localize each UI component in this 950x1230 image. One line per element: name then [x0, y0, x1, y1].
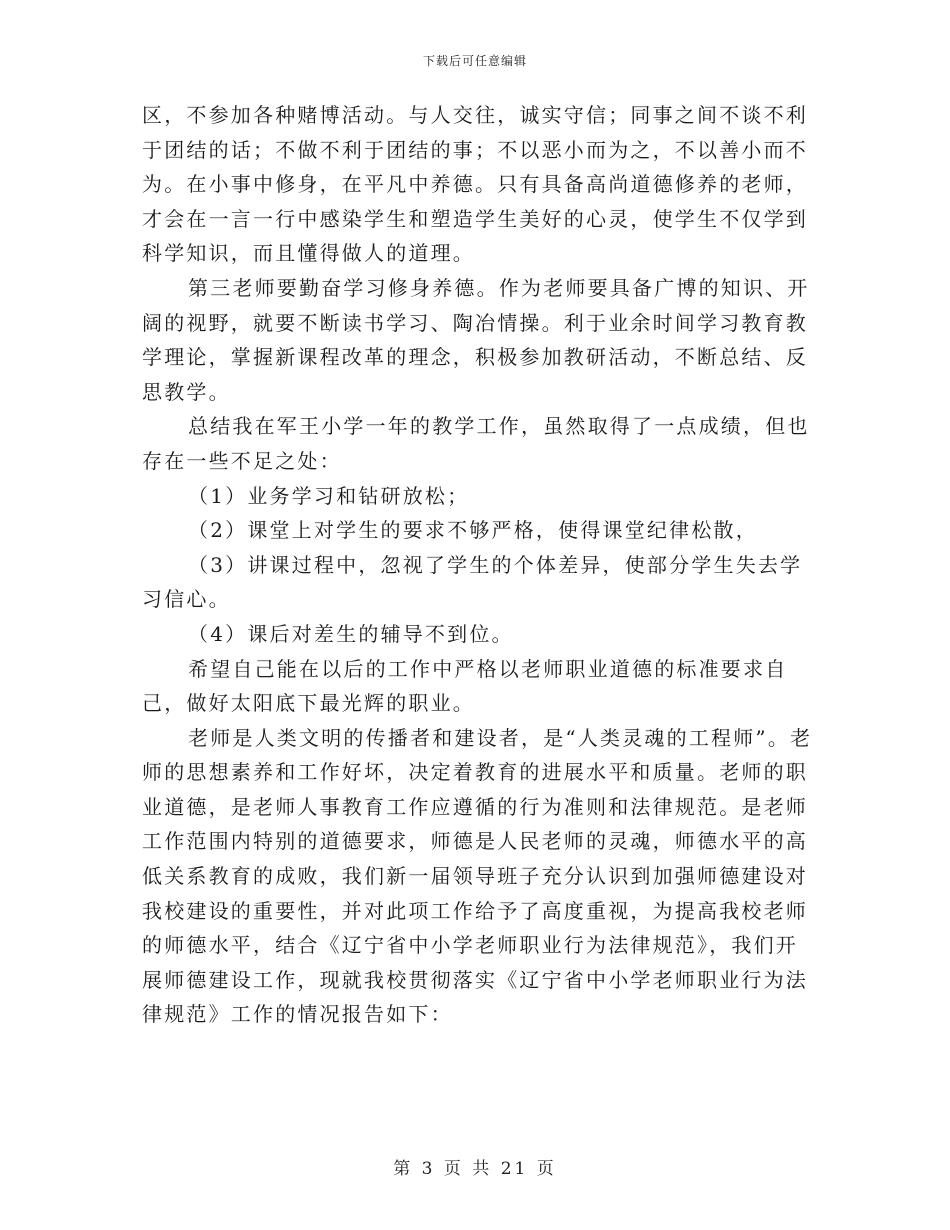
- list-item-2: （2）课堂上对学生的要求不够严格，使得课堂纪律松散，: [188, 518, 758, 543]
- list-item-3: （3）讲课过程中，忽视了学生的个体差异，使部分学生失去学习信心。: [142, 552, 803, 612]
- list-item-1: （1）业务学习和钻研放松；: [188, 483, 470, 508]
- paragraph-continuation: 区，不参加各种赌博活动。与人交往，诚实守信；同事之间不谈不利于团结的话；不做不利于团结的事；不以恶小而为之，不以善小而不为。在小事中修身，在平凡中养德。只有具备高尚道德修养的老师，才会在一言一行中感染学生和塑造学生美好的心灵，使学生不仅学到科学知识，而且懂得做人的道理。: [142, 103, 808, 266]
- document-body: [142, 98, 814, 1032]
- page-footer: 第 3 页 共 21 页: [393, 1159, 557, 1179]
- list-item-4: （4）课后对差生的辅导不到位。: [188, 621, 514, 646]
- page-header: 下载后可任意编辑: [422, 54, 527, 68]
- paragraph-third-point: 第三老师要勤奋学习修身养德。作为老师要具备广博的知识、开阔的视野，就要不断读书学习、陶冶情操。利于业余时间学习教育教学理论，掌握新课程改革的理念，积极参加教研活动，不断总结、反思教学。: [142, 275, 810, 404]
- paragraph-teacher-ethics: 老师是人类文明的传播者和建设者，是“人类灵魂的工程师”。老师的思想素养和工作好坏，决定着教育的进展水平和质量。老师的职业道德，是老师人事教育工作应遵循的行为准则和法律规范。是老师工作范围内特别的道德要求，师德是人民老师的灵魂，师德水平的高低关系教育的成败，我们新一届领导班子充分认识到加强师德建设对我校建设的重要性，并对此项工作给予了高度重视，为提高我校老师的师德水平，结合《辽宁省中小学老师职业行为法律规范》，我们开展师德建设工作，现就我校贯彻落实《辽宁省中小学老师职业行为法律规范》工作的情况报告如下：: [142, 725, 813, 1027]
- paragraph-hope: 希望自己能在以后的工作中严格以老师职业道德的标准要求自己，做好太阳底下最光辉的职业。: [142, 656, 788, 716]
- paragraph-summary: 总结我在军王小学一年的教学工作，虽然取得了一点成绩，但也存在一些不足之处：: [142, 414, 810, 473]
